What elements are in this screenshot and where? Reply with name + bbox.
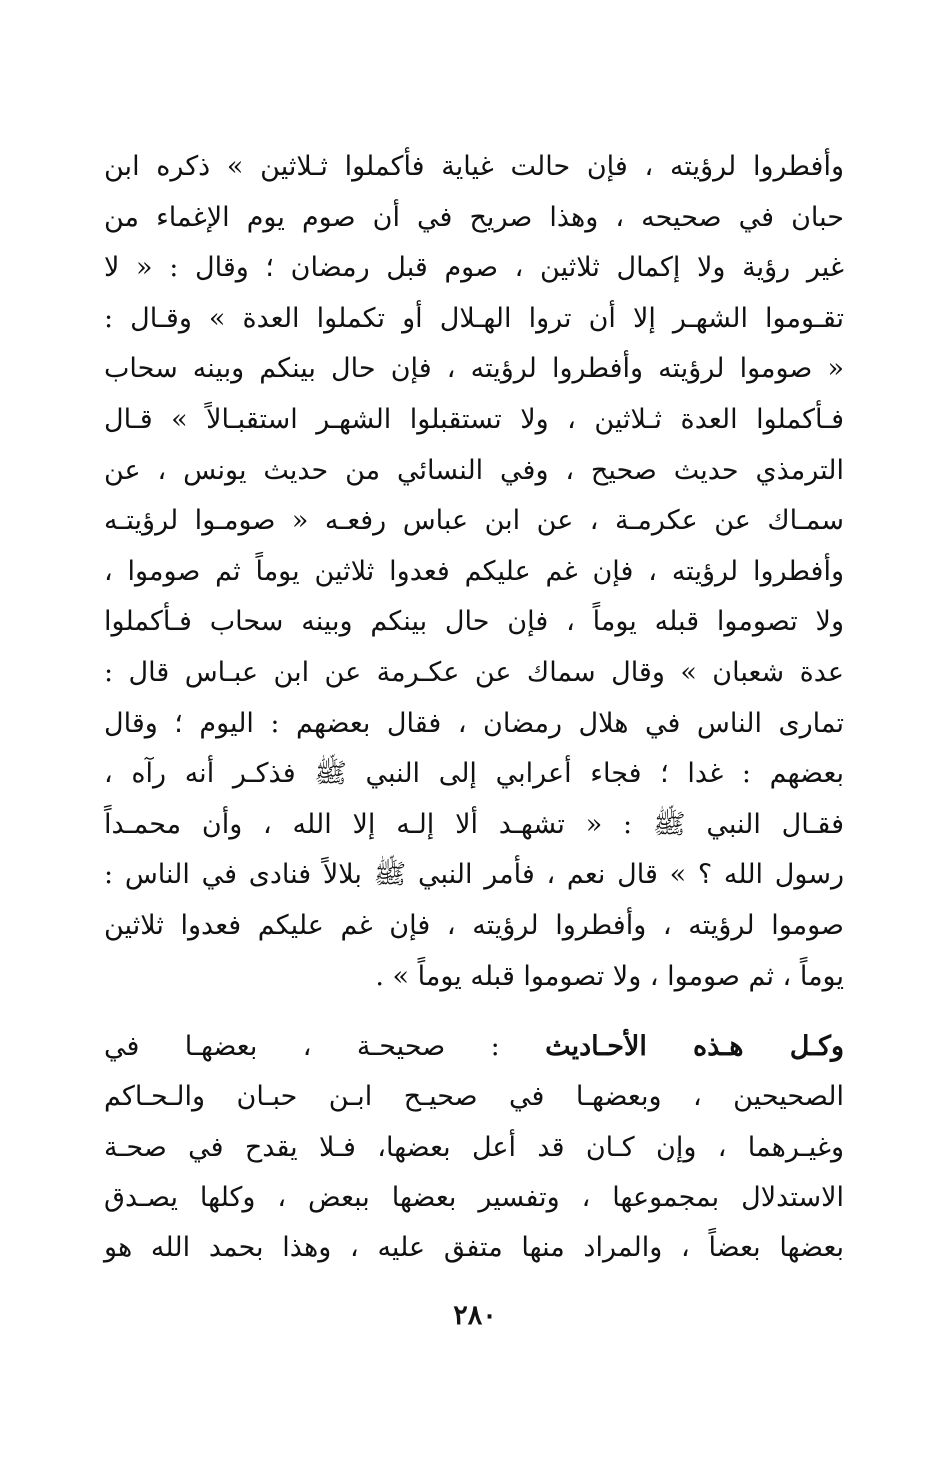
text-line: فقـال النبي ﷺ : « تشهـد ألا إلـه إلا الله ، وأن محمـداً	[104, 808, 844, 840]
text-line: الترمذي حديث صحيح ، وفي النسائي من حديث يونس ، عن	[104, 454, 844, 486]
text-line: بعضهم : غدا ؛ فجاء أعرابي إلى النبي ﷺ فذكـر أنه رآه ،	[104, 758, 844, 790]
text-line: تمارى الناس في هلال رمضان ، فقال بعضهم : اليوم ؛ وقال	[104, 707, 844, 739]
text-line: غير رؤية ولا إكمال ثلاثين ، صوم قبل رمضان ؛ وقال : « لا	[104, 252, 844, 284]
text-line: عدة شعبان » وقال سماك عن عكـرمة عن ابن عبـاس قال :	[104, 656, 844, 688]
text-line: وغيـرهما ، وإن كـان قد أعل بعضها، فـلا يقدح في صحـة	[104, 1131, 844, 1163]
text-line: حبان في صحيحه ، وهذا صريح في أن صوم يوم الإغماء من	[104, 201, 844, 233]
text-line: « صوموا لرؤيته وأفطروا لرؤيته ، فإن حال بينكم وبينه سحاب	[104, 353, 844, 385]
text-line: صوموا لرؤيته ، وأفطروا لرؤيته ، فإن غم عليكم فعدوا ثلاثين	[104, 909, 844, 941]
paragraph-hadith-citations	[104, 142, 844, 1002]
text-line: فـأكملوا العدة ثـلاثين ، ولا تستقبلوا الشهـر استقبـالاً » قـال	[104, 403, 844, 435]
text-line: الصحيحين ، وبعضهـا في صحيـح ابـن حبـان والـحـاكم	[104, 1081, 844, 1113]
first-line-rest: : صحيحـة ، بعضهـا في	[104, 1031, 546, 1062]
text-line: بعضها بعضاً ، والمراد منها متفق عليه ، وهذا بحمد الله هو	[104, 1232, 844, 1264]
text-line: الاستدلال بمجموعها ، وتفسير بعضها ببعض ، وكلها يصـدق	[104, 1181, 844, 1213]
paragraph-hadith-assessment	[104, 1022, 844, 1273]
text-line: وأفطروا لرؤيته ، فإن حالت غياية فأكملوا ثـلاثين » ذكره ابن	[104, 151, 844, 182]
text-line: يوماً ، ثم صوموا ، ولا تصوموا قبله يوماً » .	[375, 960, 844, 992]
page-number: ٢٨٠	[453, 1300, 497, 1331]
text-line: سمـاك عن عكرمـة ، عن ابن عباس رفعـه « صومـوا لرؤيتـه	[104, 505, 844, 537]
text-line: رسول الله ؟ » قال نعم ، فأمر النبي ﷺ بلالاً فنادى في الناس :	[104, 859, 844, 891]
text-line: تقـوموا الشهـر إلا أن تروا الهـلال أو تكملوا العدة » وقـال :	[104, 302, 844, 334]
paragraph-lead-bold: وكـل هـذه الأحـاديث	[545, 1031, 844, 1062]
text-line: وأفطروا لرؤيته ، فإن غم عليكم فعدوا ثلاثين يوماً ثم صوموا ،	[104, 555, 845, 587]
text-line-first	[104, 1022, 844, 1072]
text-line: ولا تصوموا قبله يوماً ، فإن حال بينكم وبينه سحاب فـأكملوا	[104, 606, 844, 638]
